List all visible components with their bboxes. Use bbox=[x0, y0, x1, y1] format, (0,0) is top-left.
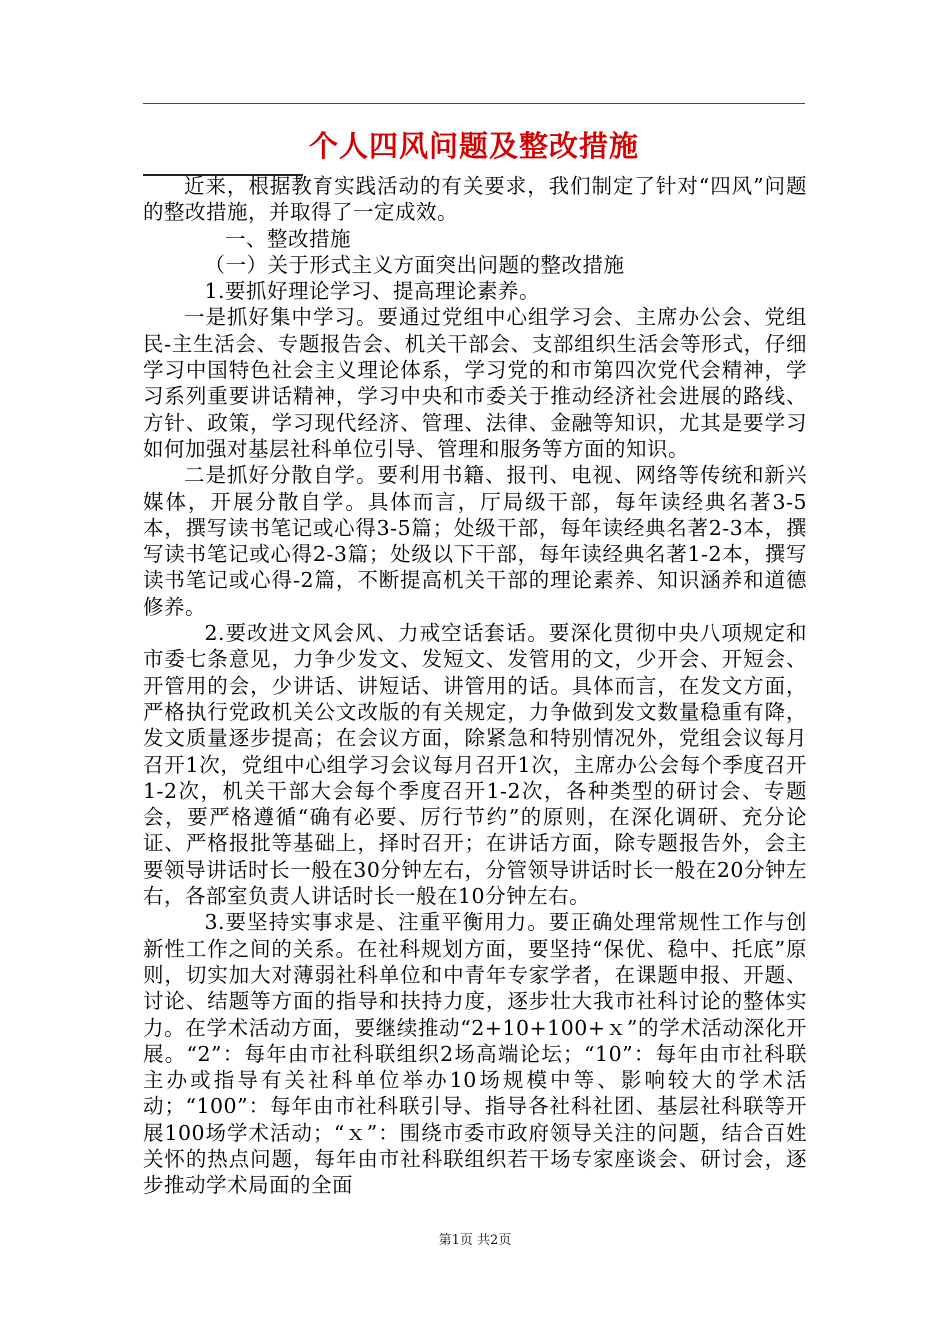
heading-level-1: 一、整改措施 bbox=[225, 226, 351, 251]
paragraph-collective-study: 一是抓好集中学习。要通过党组中心组学习会、主席办公会、党组民-主生活会、专题报告会、机关干部会、支部组织生活会等形式，仔细学习中国特色社会主义理论体系，学习党的和市第四次党代会精神，学习系列重要讲话精神，学习中央和市委关于推动经济社会进展的路线、方针、政策，学习现代经济、管理、法律、金融等知识，尤其是要学习如何加强对基层社科单位引导、管理和服务等方面的知识。 bbox=[143, 305, 807, 461]
header-rule bbox=[143, 103, 805, 104]
paragraph-self-study: 二是抓好分散自学。要利用书籍、报刊、电视、网络等传统和新兴媒体，开展分散自学。具体而言，厅局级干部，每年读经典名著3-5本，撰写读书笔记或心得3-5篇；处级干部，每年读经典名著2-3本，撰写读书笔记或心得2-3篇；处级以下干部，每年读经典名著1-2本，撰写读书笔记或心得-2篇，不断提高机关干部的理论素养、知识涵养和道德修养。 bbox=[143, 463, 807, 619]
document-body bbox=[143, 173, 807, 1199]
document-title: 个人四风问题及整改措施 bbox=[308, 129, 639, 163]
page-footer: 第1页 共2页 bbox=[438, 1233, 512, 1248]
paragraph-writing-meeting-style: 2.要改进文风会风、力戒空话套话。要深化贯彻中央八项规定和市委七条意见，力争少发文、发短文、发管用的文，少开会、开短会、开管用的会，少讲话、讲短话、讲管用的话。具体而言，在发文方面，严格执行党政机关公文改版的有关规定，力争做到发文数量稳重有降，发文质量逐步提高；在会议方面，除紧急和特别情况外，党组会议每月召开1次，党组中心组学习会议每月召开1次，主席办公会每个季度召开1-2次，机关干部大会每个季度召开1-2次，各种类型的研讨会、专题会，要严格遵循“确有必要、厉行节约”的原则，在深化调研、充分论证、严格报批等基础上，择时召开；在讲话方面，除专题报告外，会主要领导讲话时长一般在30分钟左右，分管领导讲话时长一般在20分钟左右，各部室负责人讲话时长一般在10分钟左右。 bbox=[143, 621, 807, 909]
heading-level-2: （一）关于形式主义方面突出问题的整改措施 bbox=[204, 252, 625, 277]
paragraph-pragmatism: 3.要坚持实事求是、注重平衡用力。要正确处理常规性工作与创新性工作之间的关系。在社科规划方面，要坚持“保优、稳中、托底”原则，切实加大对薄弱社科单位和中青年专家学者，在课题申报、开题、讨论、结题等方面的指导和扶持力度，逐步壮大我市社科讨论的整体实力。在学术活动方面，要继续推动“2+10+100+ｘ”的学术活动深化开展。“2”：每年由市社科联组织2场高端论坛；“10”：每年由市社科联主办或指导有关社科单位举办10场规模中等、影响较大的学术活动；“100”：每年由市社科联引导、指导各社科社团、基层社科联等开展100场学术活动；“ｘ”：围绕市委市政府领导关注的问题，结合百姓关怀的热点问题，每年由市社科联组织若干场专家座谈会、研讨会，逐步推动学术局面的全面 bbox=[143, 910, 807, 1198]
paragraph-intro: 近来，根据教育实践活动的有关要求，我们制定了针对“四风”问题的整改措施，并取得了一定成效。 bbox=[143, 174, 807, 225]
heading-level-3: 1.要抓好理论学习、提高理论素养。 bbox=[204, 279, 541, 304]
